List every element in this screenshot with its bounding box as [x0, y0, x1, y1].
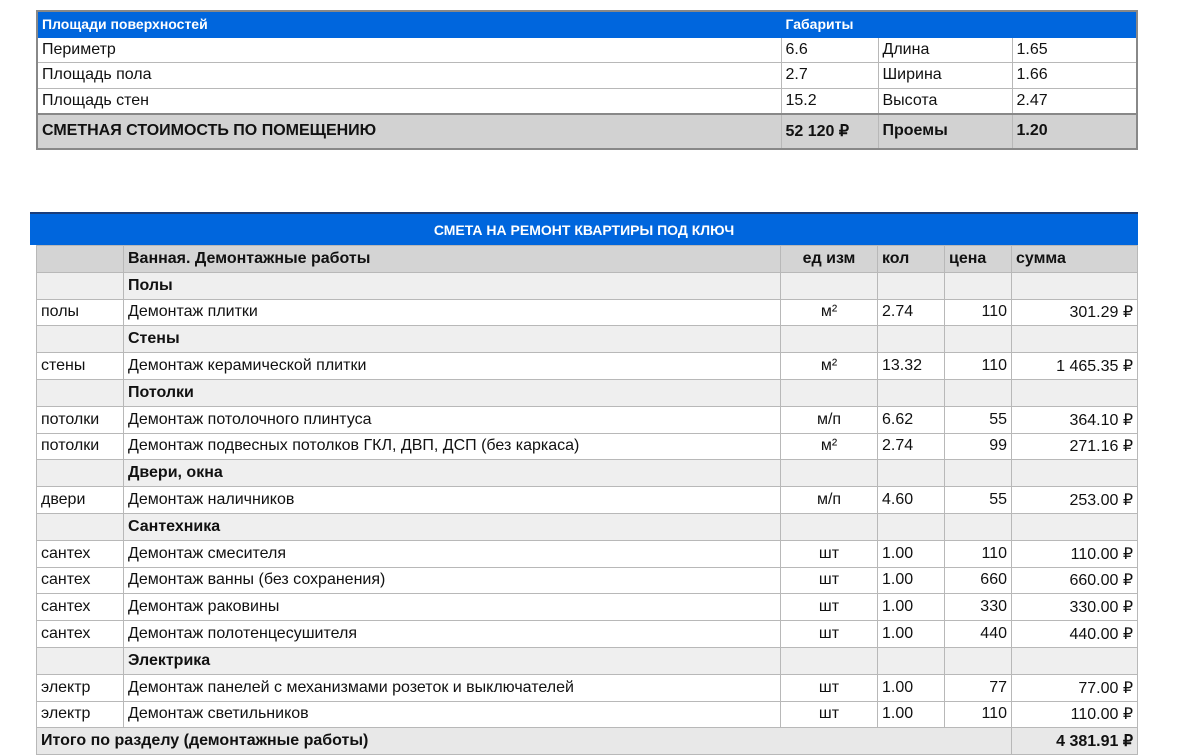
empty-cell: [878, 460, 945, 487]
empty-cell: [1012, 272, 1138, 299]
unit-cell: м²: [781, 353, 878, 380]
summary-label: Площадь пола: [37, 63, 781, 89]
col-unit: ед изм: [781, 246, 878, 273]
total-cost-value: 52 120 ₽: [781, 114, 878, 149]
table-row: [37, 674, 1138, 701]
price-cell: 330: [945, 594, 1012, 621]
category-cell: стены: [37, 353, 124, 380]
qty-cell: 6.62: [878, 406, 945, 433]
empty-cell: [1012, 379, 1138, 406]
qty-cell: 2.74: [878, 433, 945, 460]
sum-cell: 301.29 ₽: [1012, 299, 1138, 326]
empty-cell: [1012, 513, 1138, 540]
empty-cell: [781, 272, 878, 299]
sum-cell: 77.00 ₽: [1012, 674, 1138, 701]
table-row: [37, 433, 1138, 460]
qty-cell: 1.00: [878, 567, 945, 594]
qty-cell: 1.00: [878, 621, 945, 648]
sum-cell: 330.00 ₽: [1012, 594, 1138, 621]
summary-row: [37, 37, 1137, 63]
empty-cell: [878, 379, 945, 406]
estimate-header-row: [37, 246, 1138, 273]
empty-cell: [781, 647, 878, 674]
summary-total-row: [37, 114, 1137, 149]
unit-cell: шт: [781, 701, 878, 728]
work-name: Демонтаж подвесных потолков ГКЛ, ДВП, ДСП (без каркаса): [124, 433, 781, 460]
dimension-label: Высота: [878, 88, 1012, 114]
category-cell: [37, 379, 124, 406]
price-cell: 99: [945, 433, 1012, 460]
summary-value: 6.6: [781, 37, 878, 63]
work-name: Демонтаж потолочного плинтуса: [124, 406, 781, 433]
section-row: [37, 379, 1138, 406]
qty-cell: 1.00: [878, 674, 945, 701]
unit-cell: шт: [781, 594, 878, 621]
empty-cell: [878, 326, 945, 353]
unit-cell: шт: [781, 567, 878, 594]
table-row: [37, 621, 1138, 648]
unit-cell: м/п: [781, 406, 878, 433]
sum-cell: 1 465.35 ₽: [1012, 353, 1138, 380]
qty-cell: 2.74: [878, 299, 945, 326]
section-total-sum: 4 381.91 ₽: [1012, 728, 1138, 755]
empty-cell: [878, 647, 945, 674]
estimate-title: СМЕТА НА РЕМОНТ КВАРТИРЫ ПОД КЛЮЧ: [30, 212, 1138, 245]
table-row: [37, 406, 1138, 433]
summary-header-row: [37, 11, 1137, 37]
category-cell: электр: [37, 701, 124, 728]
sum-cell: 110.00 ₽: [1012, 540, 1138, 567]
work-name: Демонтаж наличников: [124, 487, 781, 514]
section-title: Потолки: [124, 379, 781, 406]
dimension-label: Ширина: [878, 63, 1012, 89]
table-row: [37, 487, 1138, 514]
section-total-label: Итого по разделу (демонтажные работы): [37, 728, 1012, 755]
sum-cell: 110.00 ₽: [1012, 701, 1138, 728]
empty-cell: [878, 513, 945, 540]
price-cell: 110: [945, 299, 1012, 326]
unit-cell: м²: [781, 433, 878, 460]
total-cost-label: СМЕТНАЯ СТОИМОСТЬ ПО ПОМЕЩЕНИЮ: [37, 114, 781, 149]
unit-cell: м/п: [781, 487, 878, 514]
empty-cell: [945, 272, 1012, 299]
sum-cell: 253.00 ₽: [1012, 487, 1138, 514]
empty-cell: [1012, 647, 1138, 674]
price-cell: 77: [945, 674, 1012, 701]
table-row: [37, 701, 1138, 728]
dimension-value: 1.66: [1012, 63, 1137, 89]
sum-cell: 440.00 ₽: [1012, 621, 1138, 648]
section-row: [37, 326, 1138, 353]
price-cell: 440: [945, 621, 1012, 648]
sum-cell: 660.00 ₽: [1012, 567, 1138, 594]
dimension-label: Длина: [878, 37, 1012, 63]
category-cell: [37, 647, 124, 674]
section-title: Полы: [124, 272, 781, 299]
table-row: [37, 594, 1138, 621]
surface-summary-table: [36, 10, 1138, 150]
col-qty: кол: [878, 246, 945, 273]
category-cell: электр: [37, 674, 124, 701]
empty-cell: [945, 647, 1012, 674]
summary-label: Площадь стен: [37, 88, 781, 114]
qty-cell: 13.32: [878, 353, 945, 380]
category-cell: сантех: [37, 594, 124, 621]
work-name: Демонтаж керамической плитки: [124, 353, 781, 380]
empty-cell: [945, 379, 1012, 406]
empty-cell: [781, 513, 878, 540]
category-cell: двери: [37, 487, 124, 514]
empty-cell: [945, 326, 1012, 353]
summary-row: [37, 88, 1137, 114]
price-cell: 110: [945, 701, 1012, 728]
work-name: Демонтаж смесителя: [124, 540, 781, 567]
openings-label: Проемы: [878, 114, 1012, 149]
col-price: цена: [945, 246, 1012, 273]
category-cell: сантех: [37, 567, 124, 594]
work-name: Демонтаж плитки: [124, 299, 781, 326]
price-cell: 660: [945, 567, 1012, 594]
empty-cell: [945, 513, 1012, 540]
empty-cell: [1012, 460, 1138, 487]
sum-cell: 271.16 ₽: [1012, 433, 1138, 460]
empty-cell: [878, 272, 945, 299]
empty-cell: [781, 460, 878, 487]
empty-cell: [945, 460, 1012, 487]
sum-cell: 364.10 ₽: [1012, 406, 1138, 433]
empty-cell: [781, 379, 878, 406]
unit-cell: шт: [781, 674, 878, 701]
section-row: [37, 272, 1138, 299]
dimension-value: 1.65: [1012, 37, 1137, 63]
category-cell: сантех: [37, 540, 124, 567]
table-row: [37, 299, 1138, 326]
section-row: [37, 513, 1138, 540]
work-name: Демонтаж полотенцесушителя: [124, 621, 781, 648]
price-cell: 110: [945, 540, 1012, 567]
empty-cell: [781, 326, 878, 353]
section-row: [37, 647, 1138, 674]
section-row: [37, 460, 1138, 487]
unit-cell: шт: [781, 621, 878, 648]
qty-cell: 1.00: [878, 540, 945, 567]
qty-cell: 1.00: [878, 701, 945, 728]
dimension-value: 2.47: [1012, 88, 1137, 114]
category-cell: полы: [37, 299, 124, 326]
summary-header-right: Габариты: [781, 11, 1137, 37]
work-name: Демонтаж раковины: [124, 594, 781, 621]
section-title: Стены: [124, 326, 781, 353]
work-name: Демонтаж светильников: [124, 701, 781, 728]
price-cell: 55: [945, 406, 1012, 433]
price-cell: 110: [945, 353, 1012, 380]
table-row: [37, 540, 1138, 567]
category-cell: [37, 460, 124, 487]
category-cell: потолки: [37, 406, 124, 433]
section-title: Сантехника: [124, 513, 781, 540]
work-name: Демонтаж панелей с механизмами розеток и выключателей: [124, 674, 781, 701]
category-cell: сантех: [37, 621, 124, 648]
category-cell: потолки: [37, 433, 124, 460]
unit-cell: шт: [781, 540, 878, 567]
empty-cell: [1012, 326, 1138, 353]
summary-label: Периметр: [37, 37, 781, 63]
table-row: [37, 353, 1138, 380]
category-cell: [37, 326, 124, 353]
category-cell: [37, 513, 124, 540]
estimate-table: [36, 245, 1138, 755]
col-name: Ванная. Демонтажные работы: [124, 246, 781, 273]
qty-cell: 1.00: [878, 594, 945, 621]
table-row: [37, 567, 1138, 594]
unit-cell: м²: [781, 299, 878, 326]
qty-cell: 4.60: [878, 487, 945, 514]
openings-value: 1.20: [1012, 114, 1137, 149]
work-name: Демонтаж ванны (без сохранения): [124, 567, 781, 594]
summary-value: 15.2: [781, 88, 878, 114]
summary-header-left: Площади поверхностей: [37, 11, 781, 37]
category-cell: [37, 272, 124, 299]
summary-value: 2.7: [781, 63, 878, 89]
section-title: Двери, окна: [124, 460, 781, 487]
price-cell: 55: [945, 487, 1012, 514]
section-title: Электрика: [124, 647, 781, 674]
summary-row: [37, 63, 1137, 89]
col-sum: сумма: [1012, 246, 1138, 273]
